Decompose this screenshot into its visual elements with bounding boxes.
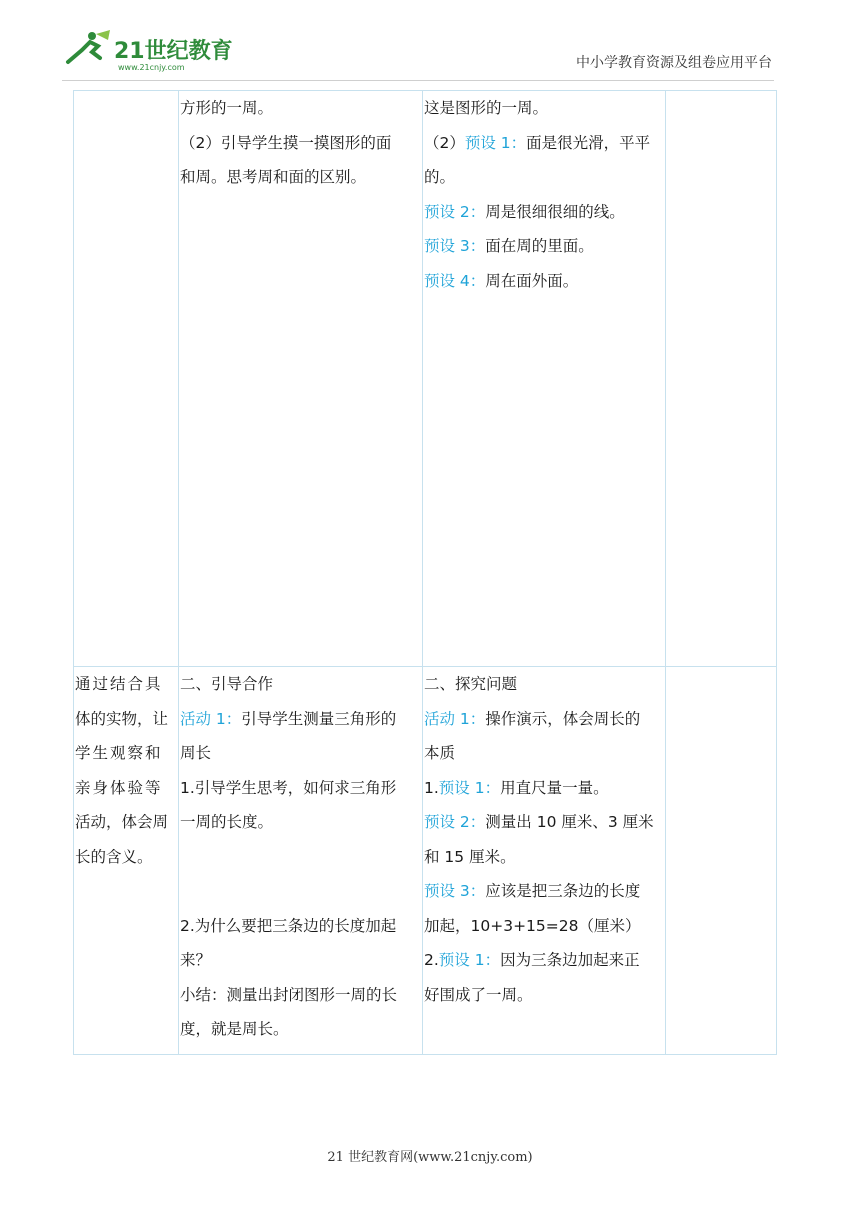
activity-label: 活动 1：	[424, 709, 486, 728]
table-row	[74, 91, 777, 667]
student-line: 2.预设 1：因为三条边加起来正	[424, 951, 640, 969]
student-cell	[423, 91, 666, 667]
section-heading: 二、引导合作	[180, 675, 274, 693]
goal-line: 学生观察和	[75, 744, 163, 762]
activity-line: 周长	[180, 744, 212, 762]
goal-line: 通过结合具	[75, 675, 163, 693]
running-figure-icon	[68, 30, 110, 62]
page-footer: 21 世纪教育网(www.21cnjy.com)	[327, 1150, 533, 1165]
student-line: 预设 3：面在周的里面。	[424, 237, 594, 255]
notes-cell	[666, 91, 777, 667]
preset-label: 预设 1：	[438, 951, 501, 969]
goal-line: 活动，体会周	[75, 813, 169, 831]
activity-label: 活动 1：	[180, 709, 242, 728]
teacher-cell	[179, 91, 423, 667]
platform-name: 中小学教育资源及组卷应用平台	[576, 55, 772, 71]
activity-line: 活动 1：操作演示，体会周长的	[424, 709, 641, 728]
student-line: 预设 2：测量出 10 厘米、3 厘米	[424, 813, 654, 831]
student-line: 1.预设 1：用直尺量一量。	[424, 778, 609, 797]
goal-cell	[74, 91, 179, 667]
student-line: 好围成了一周。	[424, 985, 533, 1004]
table-row	[74, 667, 777, 1055]
question-line: 一周的长度。	[180, 813, 274, 831]
activity-line: 本质	[424, 744, 456, 762]
header-divider	[62, 80, 774, 81]
notes-cell	[666, 667, 777, 1055]
lesson-table	[73, 90, 777, 1055]
student-line: 预设 3：应该是把三条边的长度	[424, 882, 641, 900]
site-logo	[62, 28, 242, 72]
summary-line: 度，就是周长。	[180, 1020, 289, 1038]
preset-label: 预设 2：	[424, 813, 486, 831]
goal-line: 亲身体验等	[75, 778, 163, 797]
student-cell	[423, 667, 666, 1055]
question-line: 2.为什么要把三条边的长度加起	[180, 916, 397, 935]
goal-line: 长的含义。	[75, 847, 153, 866]
student-line: 预设 2：周是很细很细的线。	[424, 202, 625, 221]
goal-line: 体的实物，让	[75, 709, 169, 728]
summary-line: 小结：测量出封闭图形一周的长	[180, 985, 398, 1004]
student-line: 的。	[424, 168, 456, 186]
question-line: 1.引导学生思考，如何求三角形	[180, 778, 397, 797]
student-line: （2）预设 1：面是很光滑，平平	[424, 133, 651, 152]
teacher-line: （2）引导学生摸一摸图形的面	[180, 133, 392, 152]
preset-label: 预设 4：	[424, 271, 486, 290]
goal-cell	[74, 667, 179, 1055]
student-line: 和 15 厘米。	[424, 847, 516, 866]
preset-label: 预设 2：	[424, 202, 486, 221]
student-line: 这是图形的一周。	[424, 99, 549, 117]
teacher-line: 方形的一周。	[180, 99, 274, 117]
preset-label: 预设 3：	[424, 882, 486, 900]
preset-label: 预设 3：	[424, 237, 486, 255]
section-heading: 二、探究问题	[424, 675, 518, 693]
teacher-cell	[179, 667, 423, 1055]
activity-line: 活动 1：引导学生测量三角形的	[180, 709, 397, 728]
student-line: 预设 4：周在面外面。	[424, 271, 579, 290]
teacher-line: 和周。思考周和面的区别。	[180, 168, 367, 186]
preset-label: 预设 1：	[464, 133, 527, 152]
question-line: 来？	[180, 951, 212, 969]
logo-url: www.21cnjy.com	[118, 63, 185, 72]
preset-label: 预设 1：	[438, 778, 501, 797]
student-line: 加起，10+3+15=28（厘米）	[424, 916, 641, 935]
logo-text: 21世纪教育	[114, 39, 233, 64]
